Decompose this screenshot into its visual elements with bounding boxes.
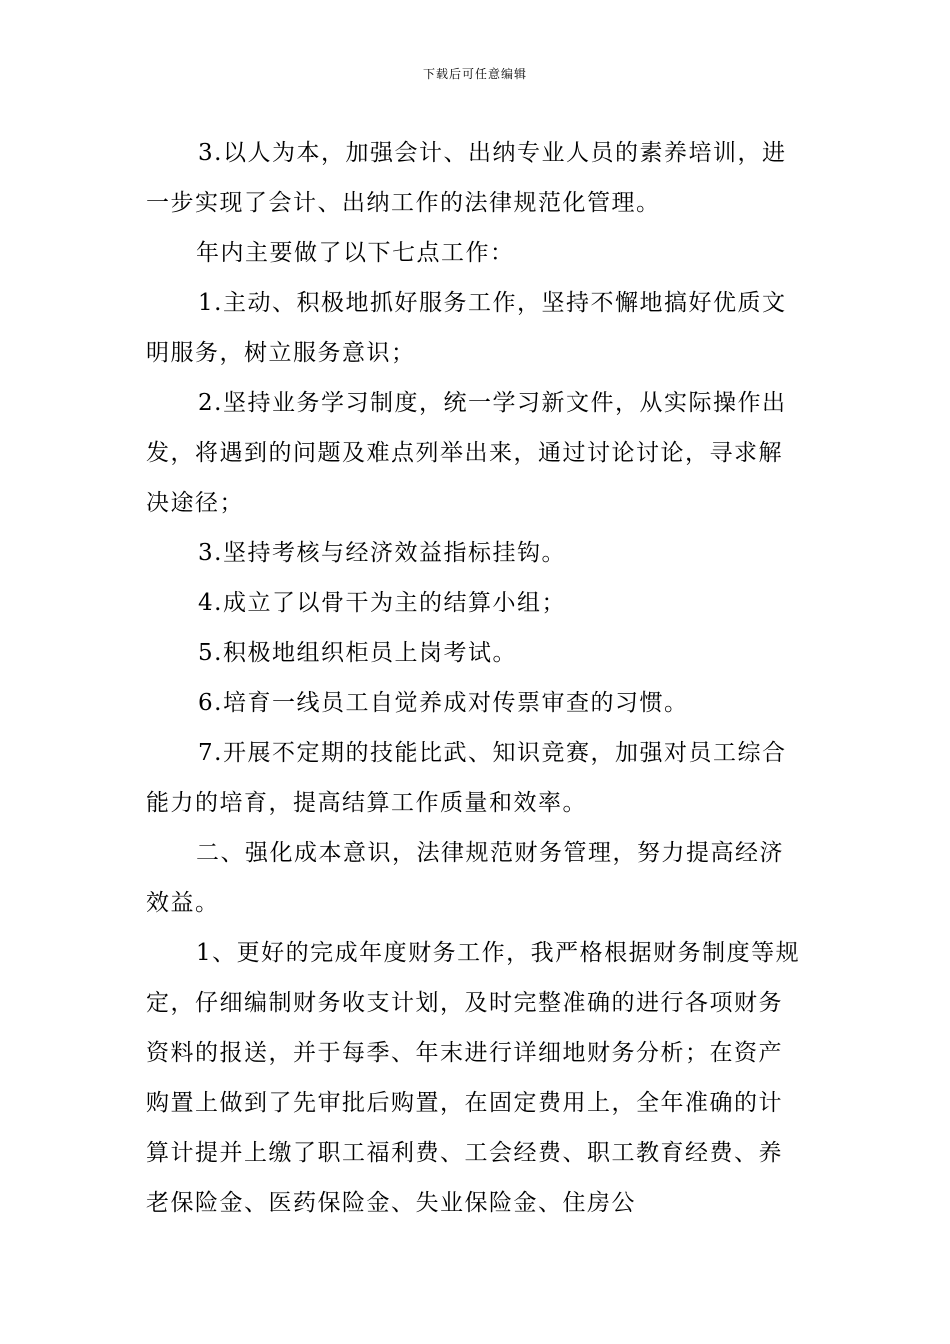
paragraph-seven-tasks-intro: 年内主要做了以下七点工作： xyxy=(196,240,515,266)
paragraph-task-6: 6.培育一线员工自觉养成对传票审查的习惯。 xyxy=(198,690,689,716)
paragraph-task-7: 7.开展不定期的技能比武、知识竞赛，加强对员工综合能力的培育，提高结算工作质量和效率。 xyxy=(146,740,787,816)
page-header: 下载后可任意编辑 xyxy=(422,67,527,81)
paragraph-task-1: 1.主动、积极地抓好服务工作，坚持不懈地搞好优质文明服务，树立服务意识； xyxy=(146,290,787,366)
paragraph-task-3: 3.坚持考核与经济效益指标挂钩。 xyxy=(198,540,566,566)
paragraph-financial-work: 1、更好的完成年度财务工作，我严格根据财务制度等规定，仔细编制财务收支计划，及时完整准确的进行各项财务资料的报送，并于每季、年末进行详细地财务分析；在资产购置上做到了先审批后购置，在固定费用上，全年准确的计算计提并上缴了职工福利费、工会经费、职工教育经费、养老保险金、医药保险金、失业保险金、住房公 xyxy=(146,940,801,1216)
paragraph-task-2: 2.坚持业务学习制度，统一学习新文件，从实际操作出发，将遇到的问题及难点列举出来，通过讨论讨论，寻求解决途径； xyxy=(146,390,787,516)
paragraph-item-3-training: 3.以人为本，加强会计、出纳专业人员的素养培训，进一步实现了会计、出纳工作的法律规范化管理。 xyxy=(146,140,787,216)
paragraph-task-5: 5.积极地组织柜员上岗考试。 xyxy=(198,640,517,666)
paragraph-task-4: 4.成立了以骨干为主的结算小组； xyxy=(198,590,566,616)
document-body xyxy=(146,128,806,1228)
section-heading-cost-awareness: 二、强化成本意识，法律规范财务管理，努力提高经济效益。 xyxy=(146,840,784,916)
